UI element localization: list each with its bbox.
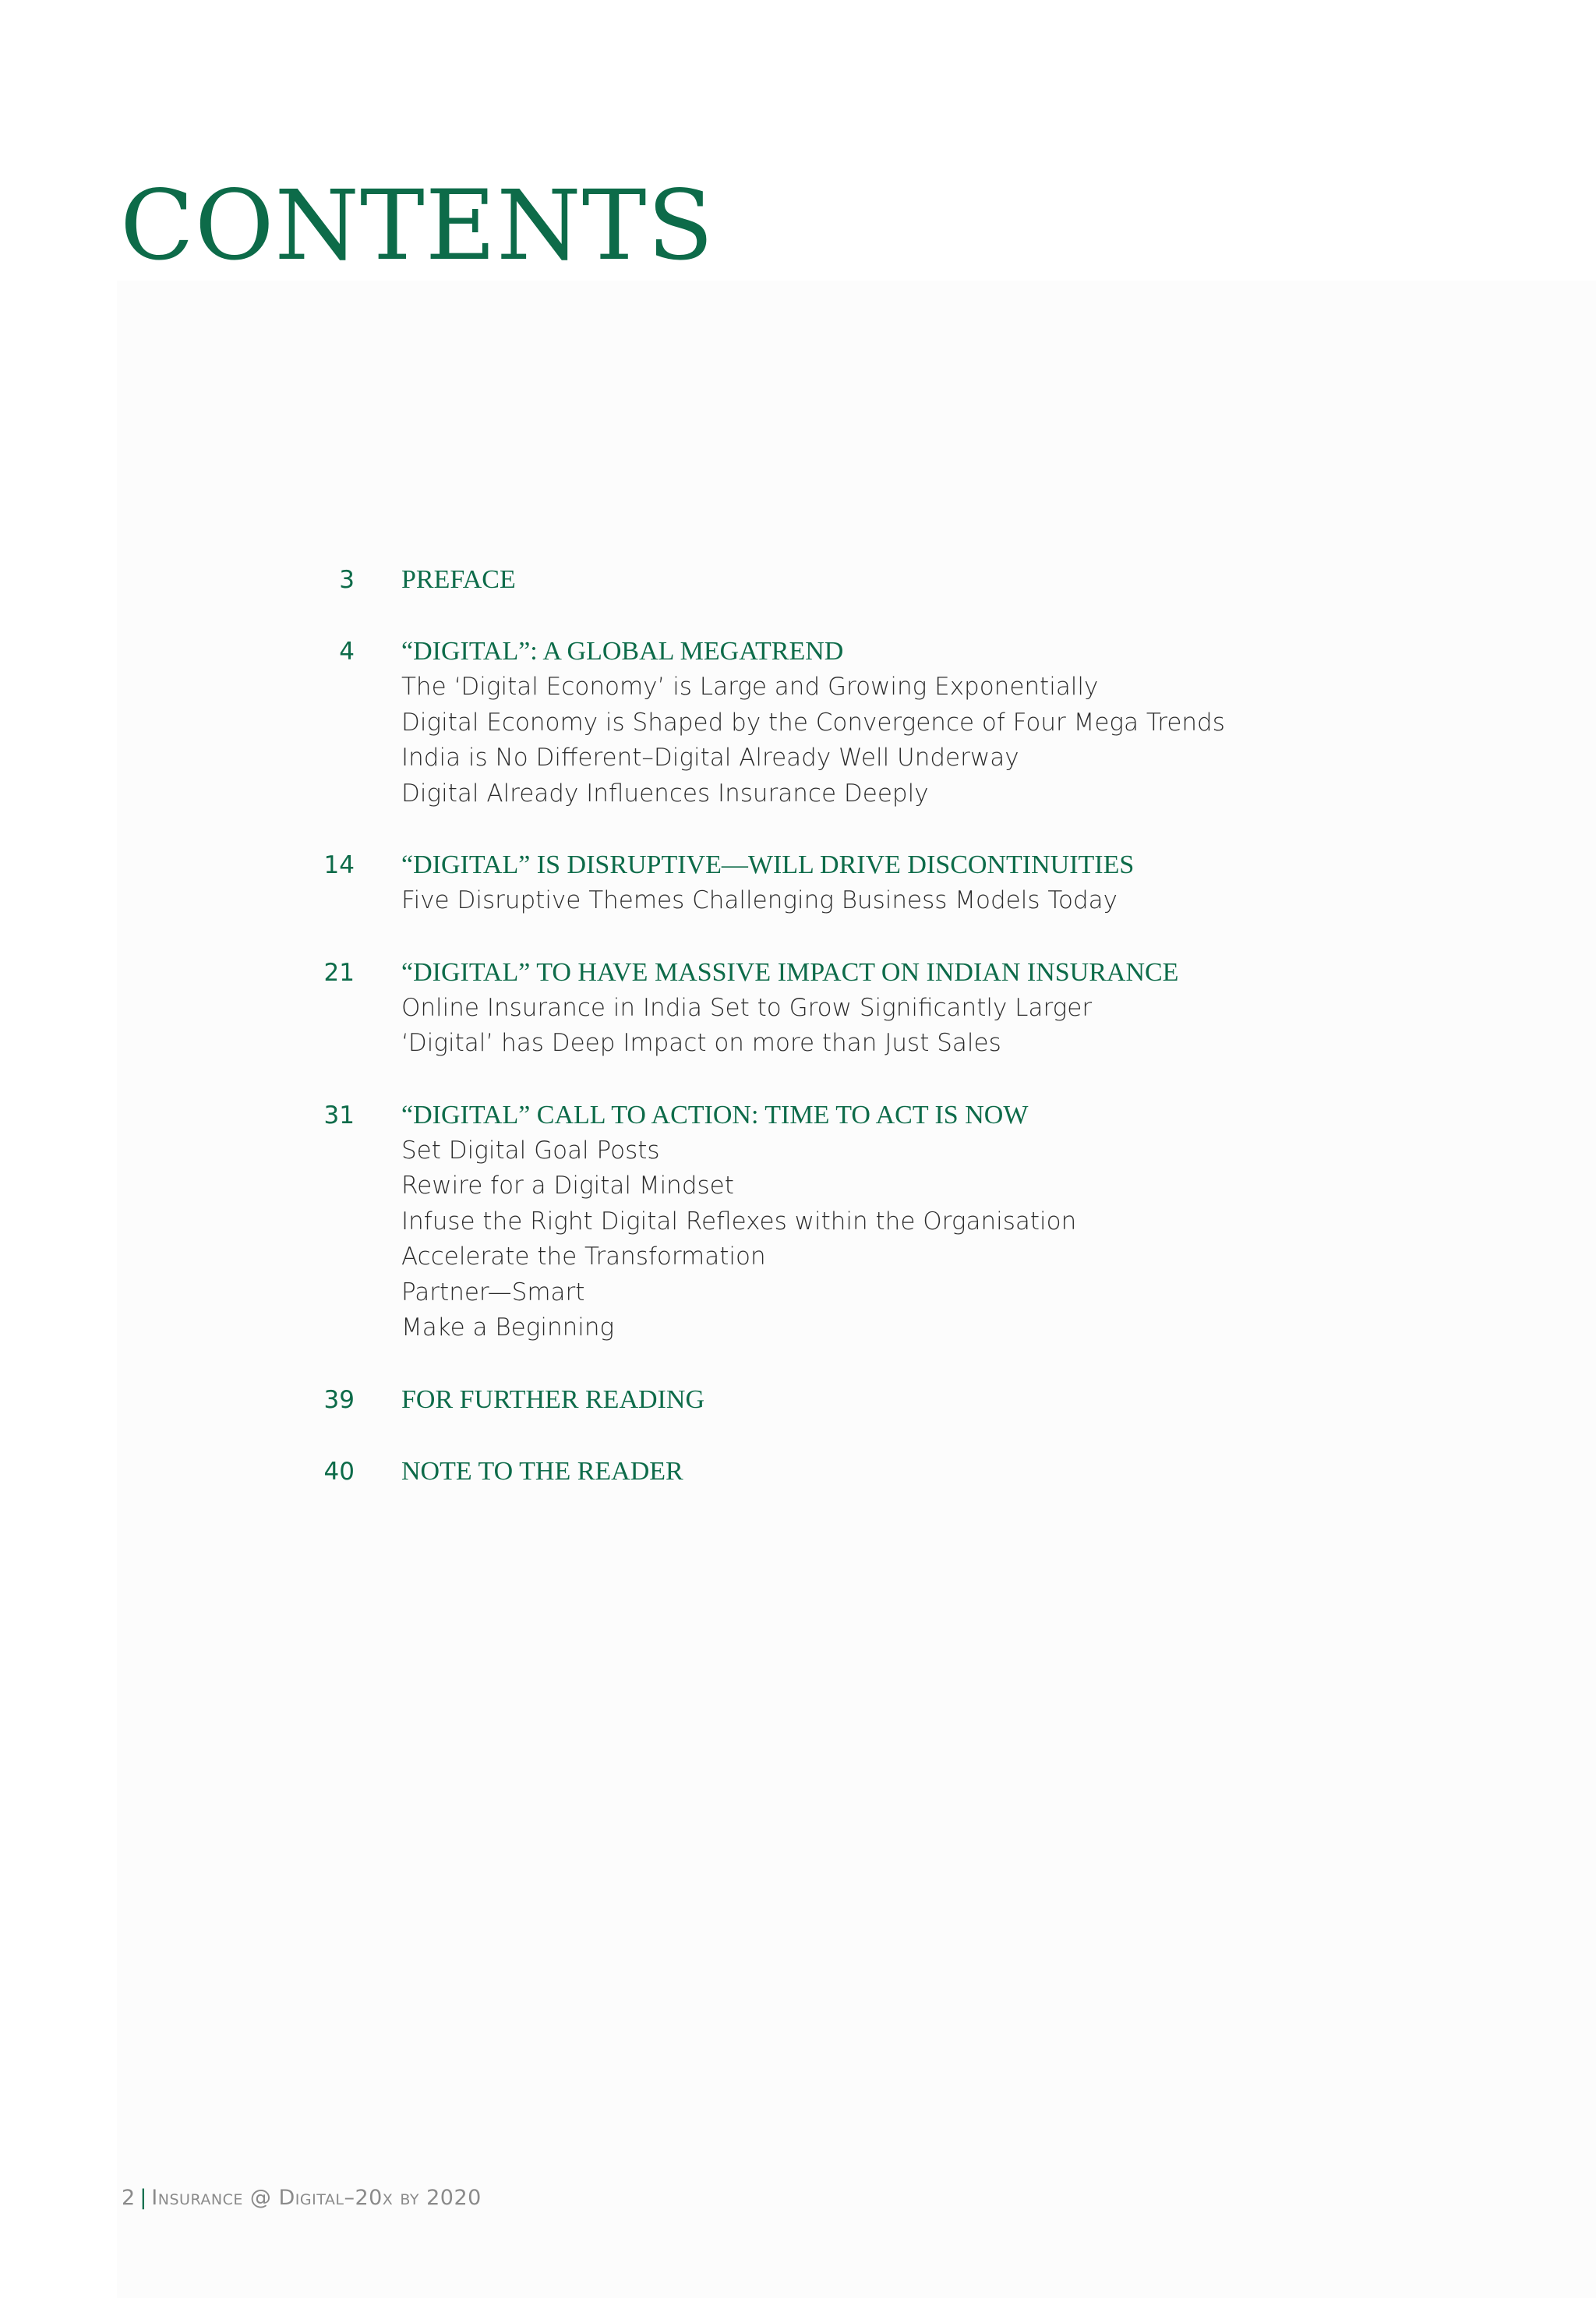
toc-subsection[interactable]: Rewire for a Digital Mindset (401, 1172, 734, 1200)
toc-entry[interactable] (316, 1382, 1485, 1418)
toc-entry[interactable] (316, 634, 1485, 811)
toc-subsection[interactable]: Set Digital Goal Posts (401, 1136, 660, 1165)
table-of-contents (316, 562, 1485, 1490)
toc-subsection[interactable]: Make a Beginning (401, 1313, 615, 1342)
toc-section-heading[interactable]: “DIGITAL”: A GLOBAL MEGATREND (401, 637, 844, 666)
toc-subsection[interactable]: Partner—Smart (401, 1278, 585, 1306)
toc-subsection[interactable]: Infuse the Right Digital Reflexes within the Organisation (401, 1207, 1077, 1236)
page-footer (122, 2183, 482, 2214)
toc-page-number: 39 (323, 1385, 355, 1414)
toc-section-heading[interactable]: “DIGITAL” IS DISRUPTIVE—WILL DRIVE DISCONTINUITIES (401, 850, 1135, 879)
toc-subsection[interactable]: Digital Already Influences Insurance Deeply (401, 779, 929, 808)
toc-entry[interactable] (316, 562, 1485, 598)
toc-page-number: 21 (323, 958, 355, 987)
toc-subsection[interactable]: Digital Economy is Shaped by the Convergence of Four Mega Trends (401, 708, 1225, 737)
toc-page-number: 3 (339, 566, 355, 594)
toc-section-heading[interactable]: PREFACE (401, 565, 516, 594)
toc-entry[interactable] (316, 1454, 1485, 1490)
toc-section-heading[interactable]: “DIGITAL” TO HAVE MASSIVE IMPACT ON INDIAN INSURANCE (401, 957, 1179, 987)
toc-page-number: 31 (323, 1101, 355, 1130)
toc-subsection[interactable]: Online Insurance in India Set to Grow Significantly Larger (401, 993, 1093, 1022)
toc-subsection[interactable]: Five Disruptive Themes Challenging Business Models Today (401, 886, 1118, 914)
toc-subsection[interactable]: The ‘Digital Economy’ is Large and Growing Exponentially (401, 673, 1099, 701)
toc-entry[interactable] (316, 1098, 1485, 1346)
toc-entry[interactable] (316, 847, 1485, 919)
toc-section-heading[interactable]: “DIGITAL” CALL TO ACTION: TIME TO ACT IS NOW (401, 1100, 1029, 1130)
toc-entry[interactable] (316, 955, 1485, 1062)
toc-subsection[interactable]: India is No Different–Digital Already Well Underway (401, 744, 1019, 772)
footer-page-number: 2 (122, 2186, 136, 2210)
footer-separator: | (139, 2186, 147, 2210)
toc-section-heading[interactable]: NOTE TO THE READER (401, 1456, 683, 1486)
footer-publication-title: Insurance @ Digital–20x by 2020 (151, 2186, 482, 2210)
page-title: CONTENTS (120, 170, 715, 282)
toc-subsection[interactable]: Accelerate the Transformation (401, 1243, 766, 1271)
toc-section-heading[interactable]: FOR FURTHER READING (401, 1384, 704, 1414)
toc-page-number: 40 (323, 1457, 355, 1486)
toc-subsection[interactable]: ‘Digital’ has Deep Impact on more than Just Sales (401, 1029, 1001, 1057)
toc-page-number: 14 (323, 851, 355, 879)
toc-page-number: 4 (339, 638, 355, 666)
